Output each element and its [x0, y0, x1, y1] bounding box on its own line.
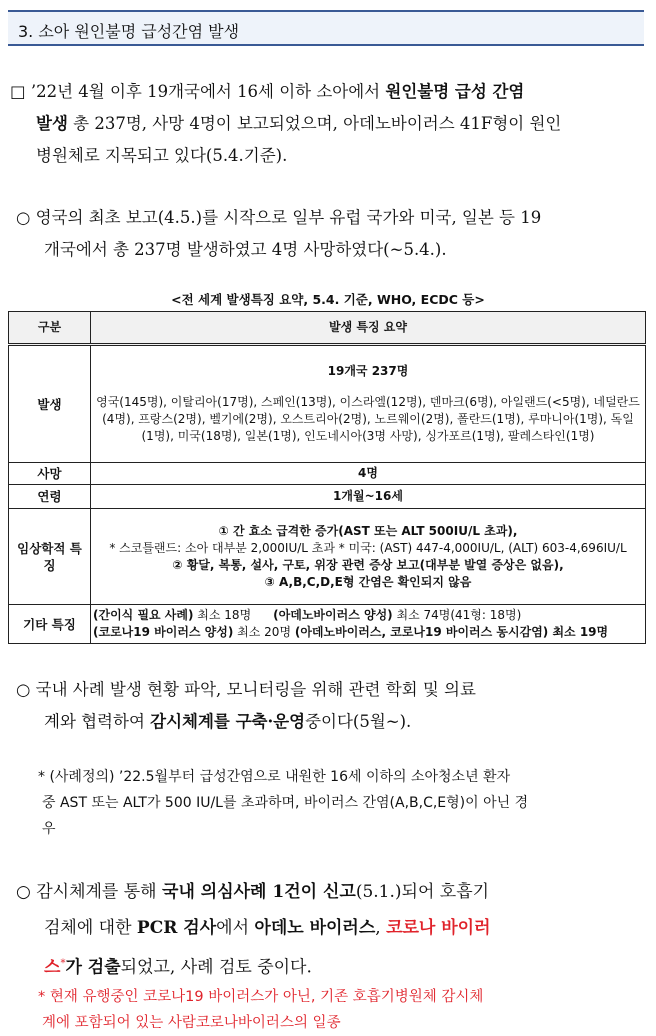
- other-line-1: [93, 607, 640, 624]
- text-run: 최소 74명(41형: 18명): [392, 608, 522, 622]
- other-line-2: [93, 624, 640, 641]
- text-run-bold: (아데노바이러스 양성): [273, 608, 393, 622]
- paragraph-domestic-case: [16, 874, 646, 986]
- text-run: 영국의 최초 보고(4.5.)를 시작으로 일부 유럽 국가와 미국, 일본 등 19: [30, 208, 542, 227]
- table-cell-other: [91, 605, 646, 644]
- section-header: [8, 10, 644, 46]
- note-line: 중 AST 또는 ALT가 500 IU/L를 초과하며, 바이러스 간염(A,B,C,E형)이 아닌 경: [42, 795, 529, 811]
- text-run-bold: 가 검출: [65, 957, 121, 978]
- text-run-bold: 최소 19명: [548, 625, 609, 639]
- outbreak-country-list: 영국(145명), 이탈리아(17명), 스페인(13명), 이스라엘(12명), 덴마크(6명), 아일랜드(<5명), 네덜란드(4명), 프랑스(2명), 벨기에(2명), 오스트리아(2명), 노르웨이(2명), 폴란드(1명), 루마니아(1명), 독일(1명), 미국(18명), 일본(1명), 인도네시아(3명 사망), 싱가포르(1명), 팔레스타인(1명): [96, 395, 640, 443]
- text-run: 최소 20명: [233, 625, 295, 639]
- text-run-bold: 원인불명 급성 간염: [385, 82, 525, 101]
- table-row-outbreak: [9, 345, 646, 463]
- paragraph-domestic-case-line-1: [16, 874, 646, 910]
- coronavirus-note: [38, 984, 646, 1036]
- paragraph-domestic-case-line-3: [16, 946, 646, 986]
- clinical-item-1: ① 간 효소 급격한 증가(AST 또는 ALT 500IU/L 초과),: [218, 523, 518, 538]
- text-run: 중이다(5월~).: [305, 712, 412, 731]
- text-run-bold: 발생: [36, 114, 68, 133]
- text-run-bold: 국내 의심사례 1건이 신고: [162, 882, 356, 902]
- table-header-row: [9, 312, 646, 345]
- note-line: * 현재 유행중인 코로나19 바이러스가 아닌, 기존 호흡기병원체 감시체: [38, 989, 484, 1005]
- text-run: ,: [375, 918, 387, 938]
- table-row-label: 기타 특징: [9, 605, 91, 644]
- circle-bullet-icon: ○: [16, 208, 31, 227]
- text-run-bold: (코로나19 바이러스 양성): [93, 625, 234, 639]
- square-bullet-icon: □: [10, 82, 26, 101]
- table-row-clinical: [9, 509, 646, 605]
- text-run-bold: 감시체계를 구축·운영: [150, 712, 306, 731]
- text-run-bold: (간이식 필요 사례): [93, 608, 194, 622]
- table-row-death: [9, 463, 646, 485]
- circle-bullet-icon: ○: [16, 680, 31, 699]
- text-run: 총 237명, 사망 4명이 보고되었으며, 아데노바이러스 41F형이 원인: [67, 114, 562, 133]
- table-row-age: [9, 485, 646, 509]
- note-line: 계에 포함되어 있는 사람코로나바이러스의 일종: [42, 1015, 341, 1031]
- global-summary-table: [8, 311, 646, 644]
- table-row-other: [9, 605, 646, 644]
- asterisk-marker: *: [60, 958, 66, 969]
- table-row-label: 발생: [9, 345, 91, 463]
- table-row-label: 임상학적 특징: [9, 509, 91, 605]
- paragraph-overview-line-3: 병원체로 지목되고 있다(5.4.기준).: [36, 146, 288, 165]
- note-line: 우: [42, 821, 56, 837]
- table-header-category: 구분: [9, 312, 91, 345]
- table-row-label: 연령: [9, 485, 91, 509]
- table-row-label: 사망: [9, 463, 91, 485]
- section-title: 3. 소아 원인불명 급성간염 발생: [18, 22, 240, 41]
- note-line: * (사례정의) ’22.5월부터 급성간염으로 내원한 16세 이하의 소아청소년 환자: [38, 769, 511, 785]
- death-count: 4명: [91, 463, 646, 485]
- text-run: 국내 사례 발생 현황 파악, 모니터링을 위해 관련 학회 및 의료: [30, 680, 476, 699]
- table-cell-outbreak: [91, 345, 646, 463]
- clinical-item-3: ③ A,B,C,D,E형 간염은 확인되지 않음: [264, 574, 472, 589]
- paragraph-domestic-case-line-2: [16, 910, 646, 946]
- text-run: 에서: [216, 918, 255, 938]
- table-header-summary: 발생 특징 요약: [91, 312, 646, 345]
- text-run-bold: 아데노 바이러스: [254, 918, 376, 938]
- table-cell-clinical: [91, 509, 646, 605]
- circle-bullet-icon: ○: [16, 882, 31, 902]
- paragraph-first-report-line-1: [16, 202, 646, 234]
- text-run: (5.1.)되어 호흡기: [355, 882, 490, 902]
- clinical-item-1-note: * 스코틀랜드: 소아 대부분 2,000IU/L 초과 * 미국: (AST) 447-4,000IU/L, (ALT) 603-4,696IU/L: [109, 540, 627, 555]
- paragraph-first-report: [16, 202, 646, 266]
- outbreak-summary: 19개국 237명: [327, 364, 409, 378]
- paragraph-surveillance-line-2: [16, 706, 646, 738]
- text-run-red: 스: [44, 957, 61, 978]
- text-run: 감시체계를 통해: [30, 882, 163, 902]
- text-run: 되었고, 사례 검토 중이다.: [120, 957, 312, 978]
- paragraph-surveillance-line-1: [16, 674, 646, 706]
- paragraph-overview: [10, 76, 646, 172]
- text-run-red: 코로나 바이러: [386, 918, 491, 938]
- paragraph-first-report-line-2: 개국에서 총 237명 발생하였고 4명 사망하였다(~5.4.).: [44, 240, 447, 259]
- age-range: 1개월~16세: [91, 485, 646, 509]
- text-run: 계와 협력하여: [44, 712, 151, 731]
- clinical-item-2: ② 황달, 복통, 설사, 구토, 위장 관련 증상 보고(대부분 발열 증상은 없음),: [172, 557, 564, 572]
- paragraph-overview-line-2: [10, 108, 646, 140]
- case-definition-note: [38, 764, 646, 842]
- paragraph-surveillance: [16, 674, 646, 738]
- table-caption: <전 세계 발생특징 요약, 5.4. 기준, WHO, ECDC 등>: [171, 292, 485, 307]
- text-run-bold: PCR 검사: [136, 918, 217, 938]
- text-run: 최소 18명: [193, 608, 252, 622]
- text-run: ’22년 4월 이후 19개국에서 16세 이하 소아에서: [25, 82, 386, 101]
- text-run-bold: (아데노바이러스, 코로나19 바이러스 동시감염): [294, 625, 549, 639]
- text-run: 검체에 대한: [44, 918, 137, 938]
- paragraph-overview-line-1: [10, 76, 646, 108]
